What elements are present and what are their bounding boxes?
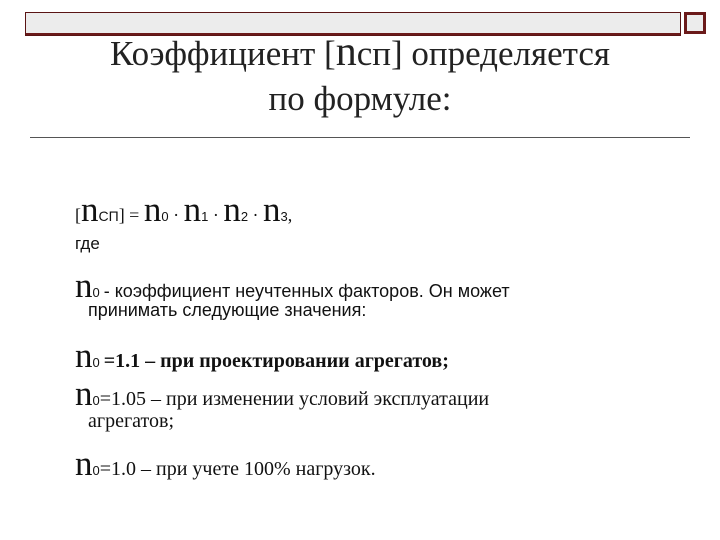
title-line-2: по формуле: <box>268 79 452 118</box>
title-n-symbol: n <box>335 29 357 75</box>
slide-title <box>30 30 690 121</box>
value-row-1: n0 =1.1 – при проектировании агрегатов; <box>75 336 449 375</box>
formula-n-sp: n <box>81 190 99 229</box>
definition-line-2: принимать следующие значения: <box>88 300 367 320</box>
value-row-2: n0=1.05 – при изменении условий эксплуатации <box>75 374 490 413</box>
value-row-2-continuation: агрегатов; <box>88 410 174 432</box>
header-decoration-square-inner <box>687 15 703 31</box>
definition-line-1: n0 - коэффициент неучтенных факторов. Он может <box>75 266 510 305</box>
where-label: где <box>75 234 100 253</box>
title-line-1: Коэффициент [nсп] определяется <box>110 29 610 75</box>
formula: [nСП] = n0 · n1 · n2 · n3, <box>75 190 293 229</box>
title-divider <box>30 137 690 138</box>
value-row-3: n0=1.0 – при учете 100% нагрузок. <box>75 444 376 483</box>
